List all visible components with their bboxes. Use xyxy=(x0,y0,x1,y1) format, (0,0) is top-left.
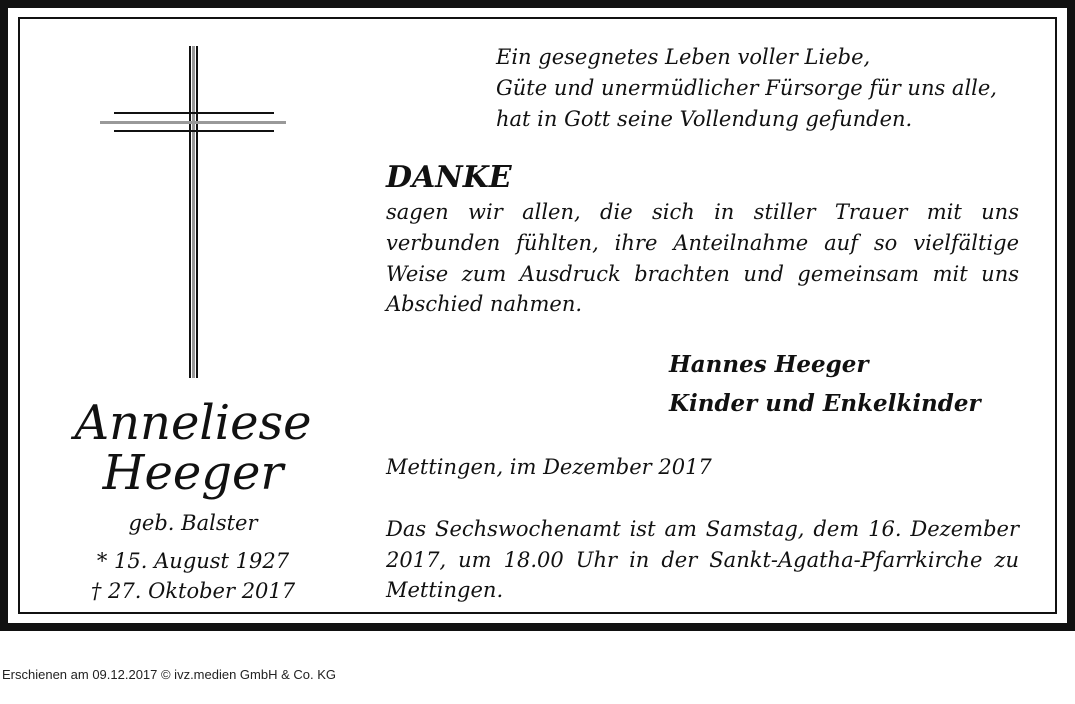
birth-date: * 15. August 1927 xyxy=(96,549,290,573)
birth-name: geb. Balster xyxy=(128,511,258,535)
deceased-last-name: Heeger xyxy=(102,445,284,501)
signature-line: Hannes Heeger xyxy=(669,351,869,378)
thanks-line: Abschied nahmen. xyxy=(386,292,583,316)
quote-line: hat in Gott seine Vollendung gefunden. xyxy=(496,107,913,131)
thanks-line: sagen wir allen, die sich in stiller Trauer mit uns xyxy=(386,200,1019,224)
publication-footer: Erschienen am 09.12.2017 © ivz.medien GmbH & Co. KG xyxy=(2,667,337,682)
death-date: † 27. Oktober 2017 xyxy=(90,579,296,603)
service-line: Mettingen. xyxy=(386,578,504,602)
deceased-first-name: Anneliese xyxy=(74,395,312,451)
thanks-line: verbunden fühlten, ihre Anteilnahme auf so vielfältige xyxy=(386,231,1019,255)
signature-line: Kinder und Enkelkinder xyxy=(669,390,981,417)
quote-line: Ein gesegnetes Leben voller Liebe, xyxy=(496,45,871,69)
service-line: 2017, um 18.00 Uhr in der Sankt-Agatha-Pfarrkirche zu xyxy=(386,548,1019,572)
cross-icon xyxy=(100,46,286,378)
place-date: Mettingen, im Dezember 2017 xyxy=(386,455,712,479)
thanks-heading: DANKE xyxy=(386,160,512,195)
thanks-line: Weise zum Ausdruck brachten und gemeinsam mit uns xyxy=(386,262,1019,286)
service-line: Das Sechswochenamt ist am Samstag, dem 16. Dezember xyxy=(386,517,1019,541)
quote-line: Güte und unermüdlicher Fürsorge für uns alle, xyxy=(496,76,997,100)
